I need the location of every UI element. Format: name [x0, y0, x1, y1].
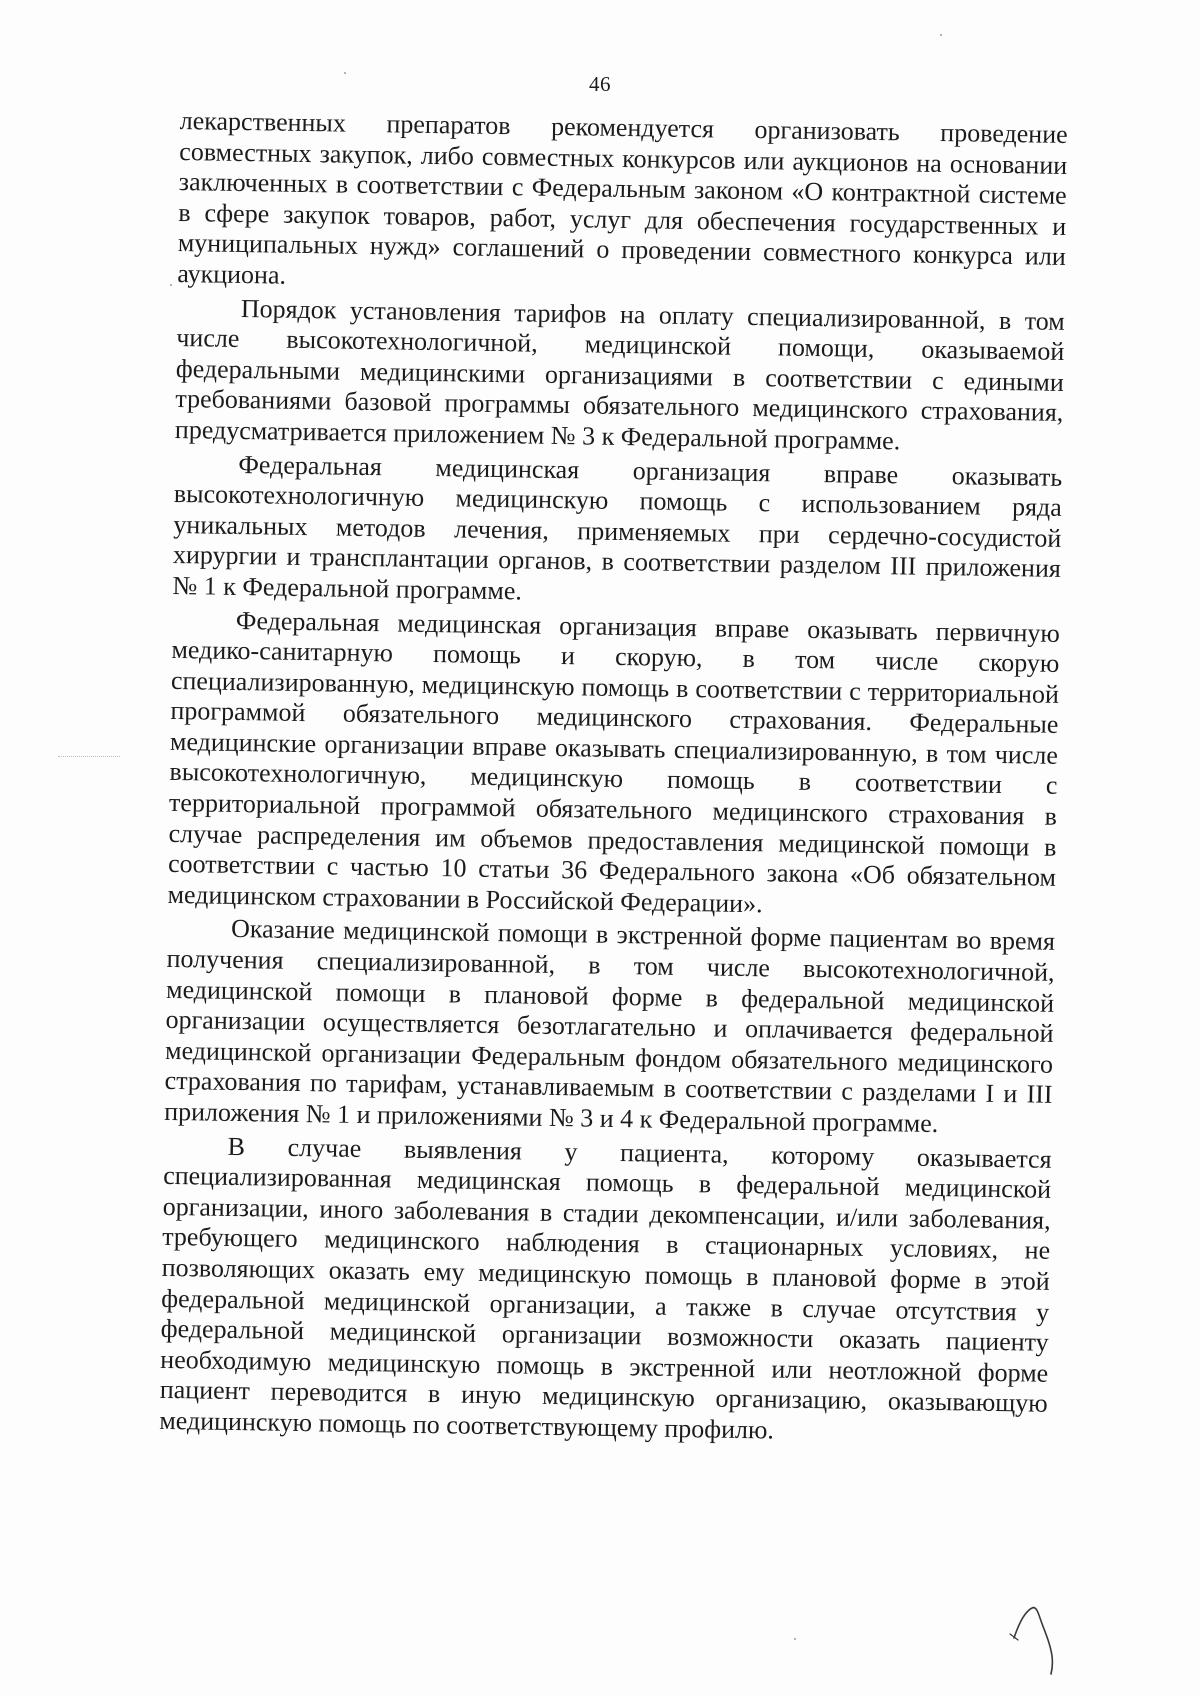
page-number: 46	[589, 72, 611, 96]
paragraph-patient-transfer: В случае выявления у пациента, которому оказывается специализированная медицинская помощь в федеральной медицинской организации, иного заболевания в стадии декомпенсации, и/или заболевания, требующего медицинского наблюдения в стационарных условиях, не позволяющих оказать ему медицинскую помощь в плановой форме в этой федеральной медицинской организации, а также в случае отсутствия у федеральной медицинской организации возможности оказать пациенту необходимую медицинскую помощь в экстренной или неотложной форме пациент переводится в иную медицинскую организацию, оказывающую медицинскую помощь по соответствующему профилю.	[159, 1131, 1052, 1445]
paragraph-primary-care: Федеральная медицинская организация вправе оказывать первичную медико-санитарную помощь и скорую, в том числе скорую специализированную, медицинскую помощь в соответствии с территориальной программой обязательного медицинского страхования. Федеральные медицинские организации вправе оказывать специализированную, в том числе высокотехнологичную, медицинскую помощь в соответствии с территориальной программой обязательного медицинского страхования в случае распределения им объемов предоставления медицинской помощи в соответствии с частью 10 статьи 36 Федерального закона «Об обязательном медицинском страховании в Российской Федерации».	[167, 605, 1061, 919]
paragraph-emergency-care: Оказание медицинской помощи в экстренной форме пациентам во время получения специализированной, в том числе высокотехнологичной, медицинской помощи в плановой форме в федеральной медицинской организации осуществляется безотлагательно и оплачивается федеральной медицинской организации Федеральным фондом обязательного медицинского страхования по тарифам, устанавливаемым в соответствии с разделами I и III приложения № 1 и приложениями № 3 и 4 к Федеральной программе.	[163, 914, 1056, 1139]
scan-speck	[794, 1638, 796, 1640]
paragraph-unique-methods: Федеральная медицинская организация вправе оказывать высокотехнологичную медицинскую помощь с использованием ряда уникальных методов лечения, применяемых при сердечно-сосудистой хирургии и трансплантации органов, в соответствии разделом III приложения № 1 к Федеральной программе.	[172, 449, 1063, 606]
scan-speck	[170, 284, 172, 286]
scan-speck	[344, 72, 346, 74]
paragraph-joint-procurement: лекарственных препаратов рекомендуется организовать проведение совместных закупок, либо совместных конкурсов или аукционов на основании заключенных в соответствии с Федеральным законом «О контрактной системе в сфере закупок товаров, работ, услуг для обеспечения государственных и муниципальных нужд» соглашений о проведении совместного конкурса или аукциона.	[177, 106, 1068, 290]
initials-mark	[1008, 1604, 1064, 1676]
scan-speck	[940, 34, 942, 36]
margin-scan-mark	[58, 756, 120, 757]
document-body	[159, 106, 1068, 1453]
paragraph-tariff-procedure: Порядок установления тарифов на оплату специализированной, в том числе высокотехнологичной, медицинской помощи, оказываемой федеральными медицинскими организациями в соответствии с едиными требованиями базовой программы обязательного медицинского страхования, предусматривается приложением № 3 к Федеральной программе.	[174, 293, 1065, 456]
